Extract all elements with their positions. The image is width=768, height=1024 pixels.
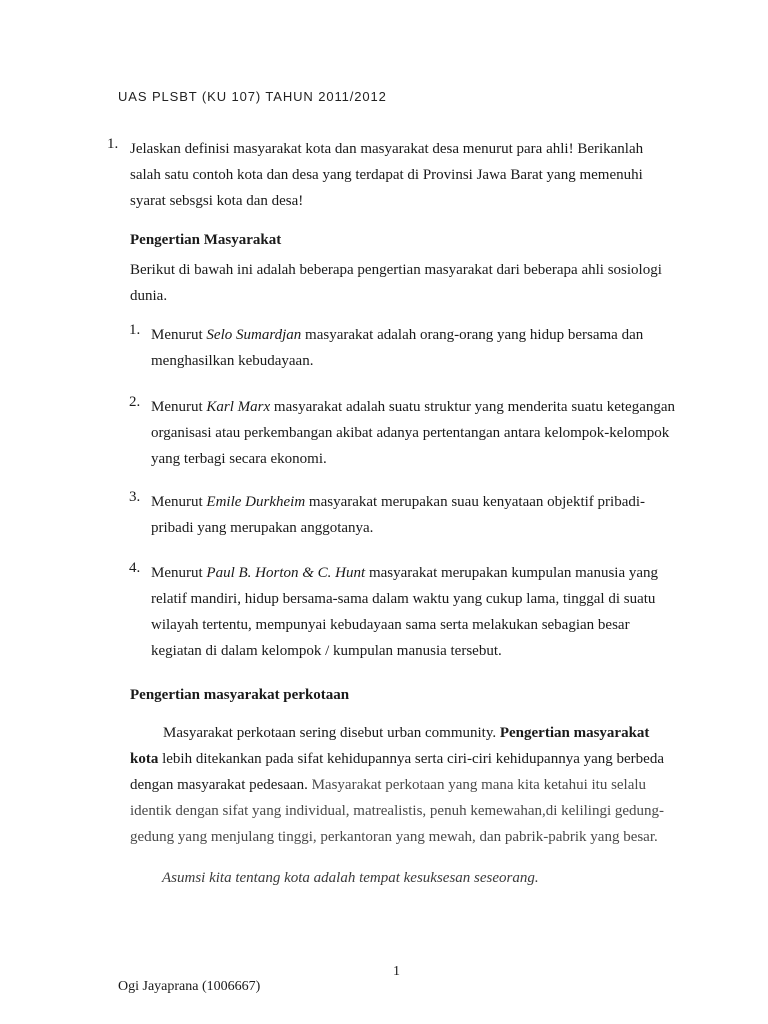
list-item-number: 2. — [129, 394, 141, 410]
question-text — [130, 136, 643, 214]
para-text: dengan masyarakat pedesaan. — [130, 777, 312, 793]
item-rest: masyarakat merupakan kumpulan manusia yang — [365, 565, 659, 581]
list-item-text — [151, 560, 658, 664]
item-rest: masyarakat merupakan suau kenyataan objektif pribadi- — [305, 494, 646, 510]
list-item-number: 3. — [129, 489, 141, 505]
item-line: yang terbagi secara ekonomi. — [151, 451, 327, 467]
list-item-text — [151, 489, 645, 541]
item-prefix: Menurut — [151, 327, 207, 343]
author-name: Selo Sumardjan — [206, 327, 302, 343]
para-grey-text: Masyarakat perkotaan yang mana kita ketahui itu selalu — [311, 777, 647, 793]
list-item-text — [151, 394, 675, 472]
section-intro — [130, 257, 662, 309]
list-item-number: 1. — [129, 322, 141, 338]
author-name: Karl Marx — [206, 399, 271, 415]
item-rest: masyarakat adalah orang-orang yang hidup bersama dan — [301, 327, 644, 343]
item-line: organisasi atau perkembangan akibat adanya pertentangan antara kelompok-kelompok — [151, 425, 670, 441]
para-text: Masyarakat perkotaan sering disebut urban community. — [163, 725, 500, 741]
para-bold-text: Pengertian masyarakat — [499, 725, 650, 741]
section-heading-perkotaan: Pengertian masyarakat perkotaan — [130, 687, 350, 703]
item-line: wilayah tertentu, mempunyai kebudayaan sama serta melakukan sebagian besar — [151, 617, 630, 633]
page-number: 1 — [393, 964, 400, 979]
para-grey-text: gedung yang menjulang tinggi, perkantoran yang mewah, dan pabrik-pabrik yang besar. — [130, 829, 658, 845]
item-rest: masyarakat adalah suatu struktur yang menderita suatu ketegangan — [270, 399, 676, 415]
item-prefix: Menurut — [151, 399, 207, 415]
question-line: Jelaskan definisi masyarakat kota dan masyarakat desa menurut para ahli! Berikanlah — [130, 141, 644, 157]
section-heading-masyarakat: Pengertian Masyarakat — [130, 232, 282, 248]
question-line: syarat sebsgsi kota dan desa! — [130, 193, 304, 209]
intro-line: Berikut di bawah ini adalah beberapa pengertian masyarakat dari beberapa ahli sosiologi — [130, 262, 662, 278]
italic-quote: Asumsi kita tentang kota adalah tempat kesuksesan seseorang. — [162, 870, 539, 886]
document-header: UAS PLSBT (KU 107) TAHUN 2011/2012 — [118, 89, 387, 104]
footer-author: Ogi Jayaprana (1006667) — [118, 979, 261, 994]
intro-line: dunia. — [130, 288, 168, 304]
para-grey-text: identik dengan sifat yang individual, matrealistis, penuh kemewahan,di kelilingi gedung- — [130, 803, 665, 819]
item-line: relatif mandiri, hidup bersama-sama dalam waktu yang cukup lama, tinggal di suatu — [151, 591, 656, 607]
item-line: kegiatan di dalam kelompok / kumpulan manusia tersebut. — [151, 643, 502, 659]
author-name: Paul B. Horton & C. Hunt — [206, 565, 366, 581]
question-number: 1. — [107, 136, 119, 152]
author-name: Emile Durkheim — [206, 494, 306, 510]
paragraph-perkotaan — [130, 720, 664, 850]
para-bold-text: kota — [130, 751, 159, 767]
list-item-text — [151, 322, 643, 374]
item-prefix: Menurut — [151, 494, 207, 510]
para-text: lebih ditekankan pada sifat kehidupannya serta ciri-ciri kehidupannya yang berbeda — [158, 751, 664, 767]
item-line: pribadi yang merupakan anggotanya. — [151, 520, 374, 536]
item-prefix: Menurut — [151, 565, 207, 581]
question-line: salah satu contoh kota dan desa yang terdapat di Provinsi Jawa Barat yang memenuhi — [130, 167, 643, 183]
list-item-number: 4. — [129, 560, 141, 576]
item-line: menghasilkan kebudayaan. — [151, 353, 314, 369]
